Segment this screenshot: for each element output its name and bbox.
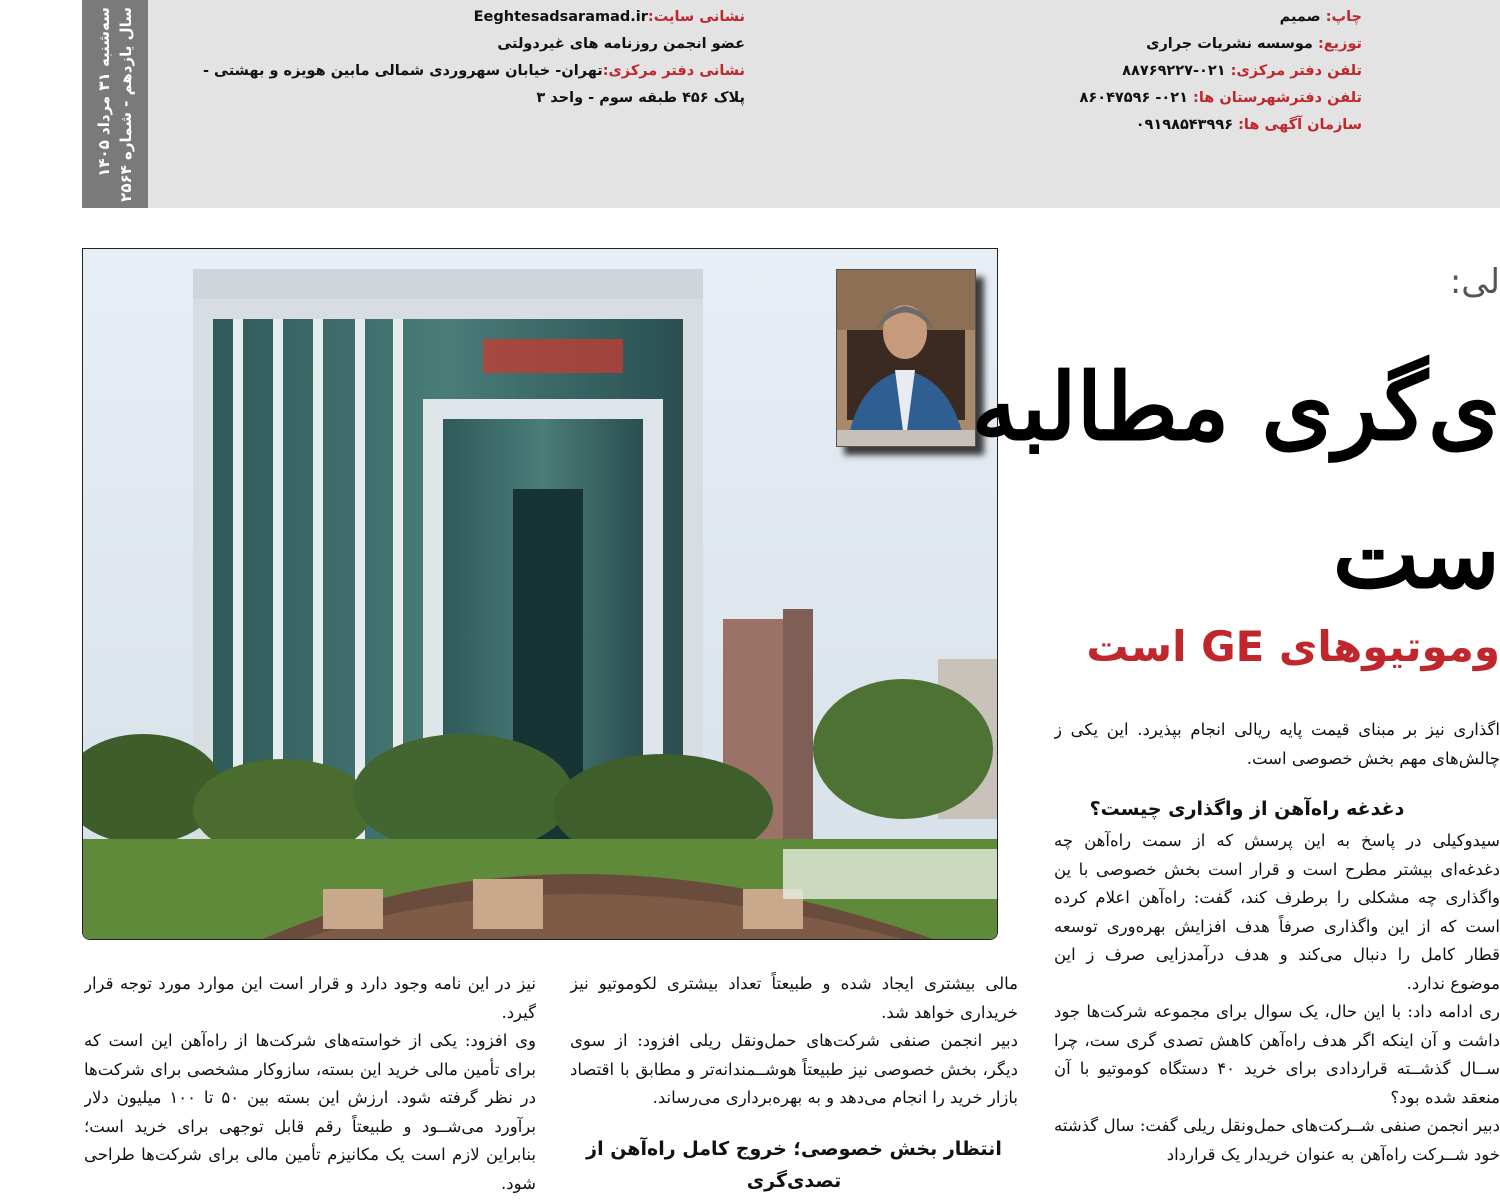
article-column-right: [1054, 716, 1500, 1204]
headline-line-1: ی‌گری مطالبه: [971, 353, 1500, 461]
paragraph: وی افزود: یکی از خواسته‌های شرکت‌ها از راه‌آهن این است که برای تأمین مالی خرید این بسته، سازوکار مشخصی برای شرکت‌ها در نظر گرفته شود. ارزش این بسته بین ۵۰ تا ۱۰۰ میلیون دلار برآورد می‌شــود و طبیعتاً رقم قابل توجهی برای خرید است؛ بنابراین لازم است یک مکانیزم تأمین مالی برای شرکت‌ها طراحی شود.: [84, 1031, 536, 1193]
section-heading: دغدغه راه‌آهن از واگذاری چیست؟: [1089, 798, 1405, 820]
article-column-middle: [570, 970, 1018, 1204]
masthead-contact-left: [203, 6, 745, 112]
article-column-left: [84, 970, 536, 1204]
ads-phone-line: سازمان آگهی ها: ۰۹۱۹۸۵۴۳۹۹۶: [1135, 117, 1362, 133]
issue-number-line: سال یازدهم - شماره ۲۵۶۴: [117, 6, 135, 202]
distribution-line: توزیع: موسسه نشریات جراری: [1146, 36, 1362, 52]
inset-portrait: [836, 269, 976, 447]
section-heading: انتظار بخش خصوصی؛ خروج کامل راه‌آهن از تصدی‌گری: [586, 1137, 1002, 1192]
subheadline: وموتیوهای GE است: [1086, 622, 1500, 671]
membership-line: عضو انجمن روزنامه های غیردولتی: [497, 36, 745, 52]
masthead-contact-right: [1080, 6, 1362, 139]
paragraph: سیدوکیلی در پاسخ به این پرسش که از سمت راه‌آهن چه دغدغه‌ای بیشتر مطرح است و قرار است بخش خصوصی با ین واگذاری چه مشکلی را برطرف کند، گفت: راه‌آهن اعلام کرده است که از این واگذاری صرفاً هدف افزایش بهره‌وری توسعه قطار کامل را دنبال می‌کند و هدف درآمدزایی صرف ز این موضوع ندارد.: [1054, 831, 1500, 993]
address-line-2: پلاک ۴۵۶ طبقه سوم - واحد ۳: [536, 90, 745, 106]
headline-line-2: ست: [1332, 501, 1500, 609]
paragraph: اگذاری نیز بر مبنای قیمت پایه ریالی انجام بپذیرد. این یکی ز چالش‌های مهم بخش خصوصی است.: [1054, 720, 1500, 768]
address-line: نشانی دفتر مرکزی:تهران- خیابان سهروردی شمالی مابین هویزه و بهشتی -: [202, 63, 745, 79]
paragraph: ری ادامه داد: با این حال، یک سوال برای مجموعه شرکت‌ها جود داشت و آن اینکه اگر هدف راه‌آهن کاهش تصدی گری ست، چرا ســال گذشــته قراردادی برای خرید ۴۰ دستگاه کوموتیو با آن منعقد شده بود؟: [1054, 1002, 1500, 1107]
office-phone-line: تلفن دفتر مرکزی: ۰۲۱-۸۸۷۶۹۲۲۷: [1122, 63, 1362, 79]
paragraph: دبیر انجمن صنفی شرکت‌های حمل‌ونقل ریلی افزود: از سوی دیگر، بخش خصوصی نیز طبیعتاً هوشــمندانه‌تر و مطابق با اقتصاد بازار خرید را انجام می‌دهد و به بهره‌برداری می‌رساند.: [570, 1031, 1018, 1107]
website-line: نشانی سایت:Eeghtesadsaramad.ir: [473, 9, 745, 25]
paragraph: مالی بیشتری ایجاد شده و طبیعتاً تعداد بیشتری لکوموتیو نیز خریداری خواهد شد.: [570, 974, 1018, 1022]
portrait-icon: [837, 270, 975, 446]
headline-kicker: لی:: [1449, 262, 1500, 302]
paragraph: نیز در این نامه وجود دارد و قرار است این موارد مورد توجه قرار گیرد.: [84, 974, 536, 1022]
website-link[interactable]: Eeghtesadsaramad.ir: [473, 9, 648, 25]
paragraph: دبیر انجمن صنفی شــرکت‌های حمل‌ونقل ریلی گفت: سال گذشته خود شــرکت راه‌آهن به عنوان خریدار یک قرارداد: [1054, 1116, 1500, 1164]
issue-date: [82, 0, 148, 208]
print-line: چاپ: صمیم: [1279, 9, 1362, 25]
city-phone-line: تلفن دفترشهرستان ها: ۰۲۱- ۸۶۰۴۷۵۹۶: [1079, 90, 1362, 106]
issue-date-line: سه‌شنبه ۳۱ مرداد ۱۴۰۵: [95, 6, 113, 177]
